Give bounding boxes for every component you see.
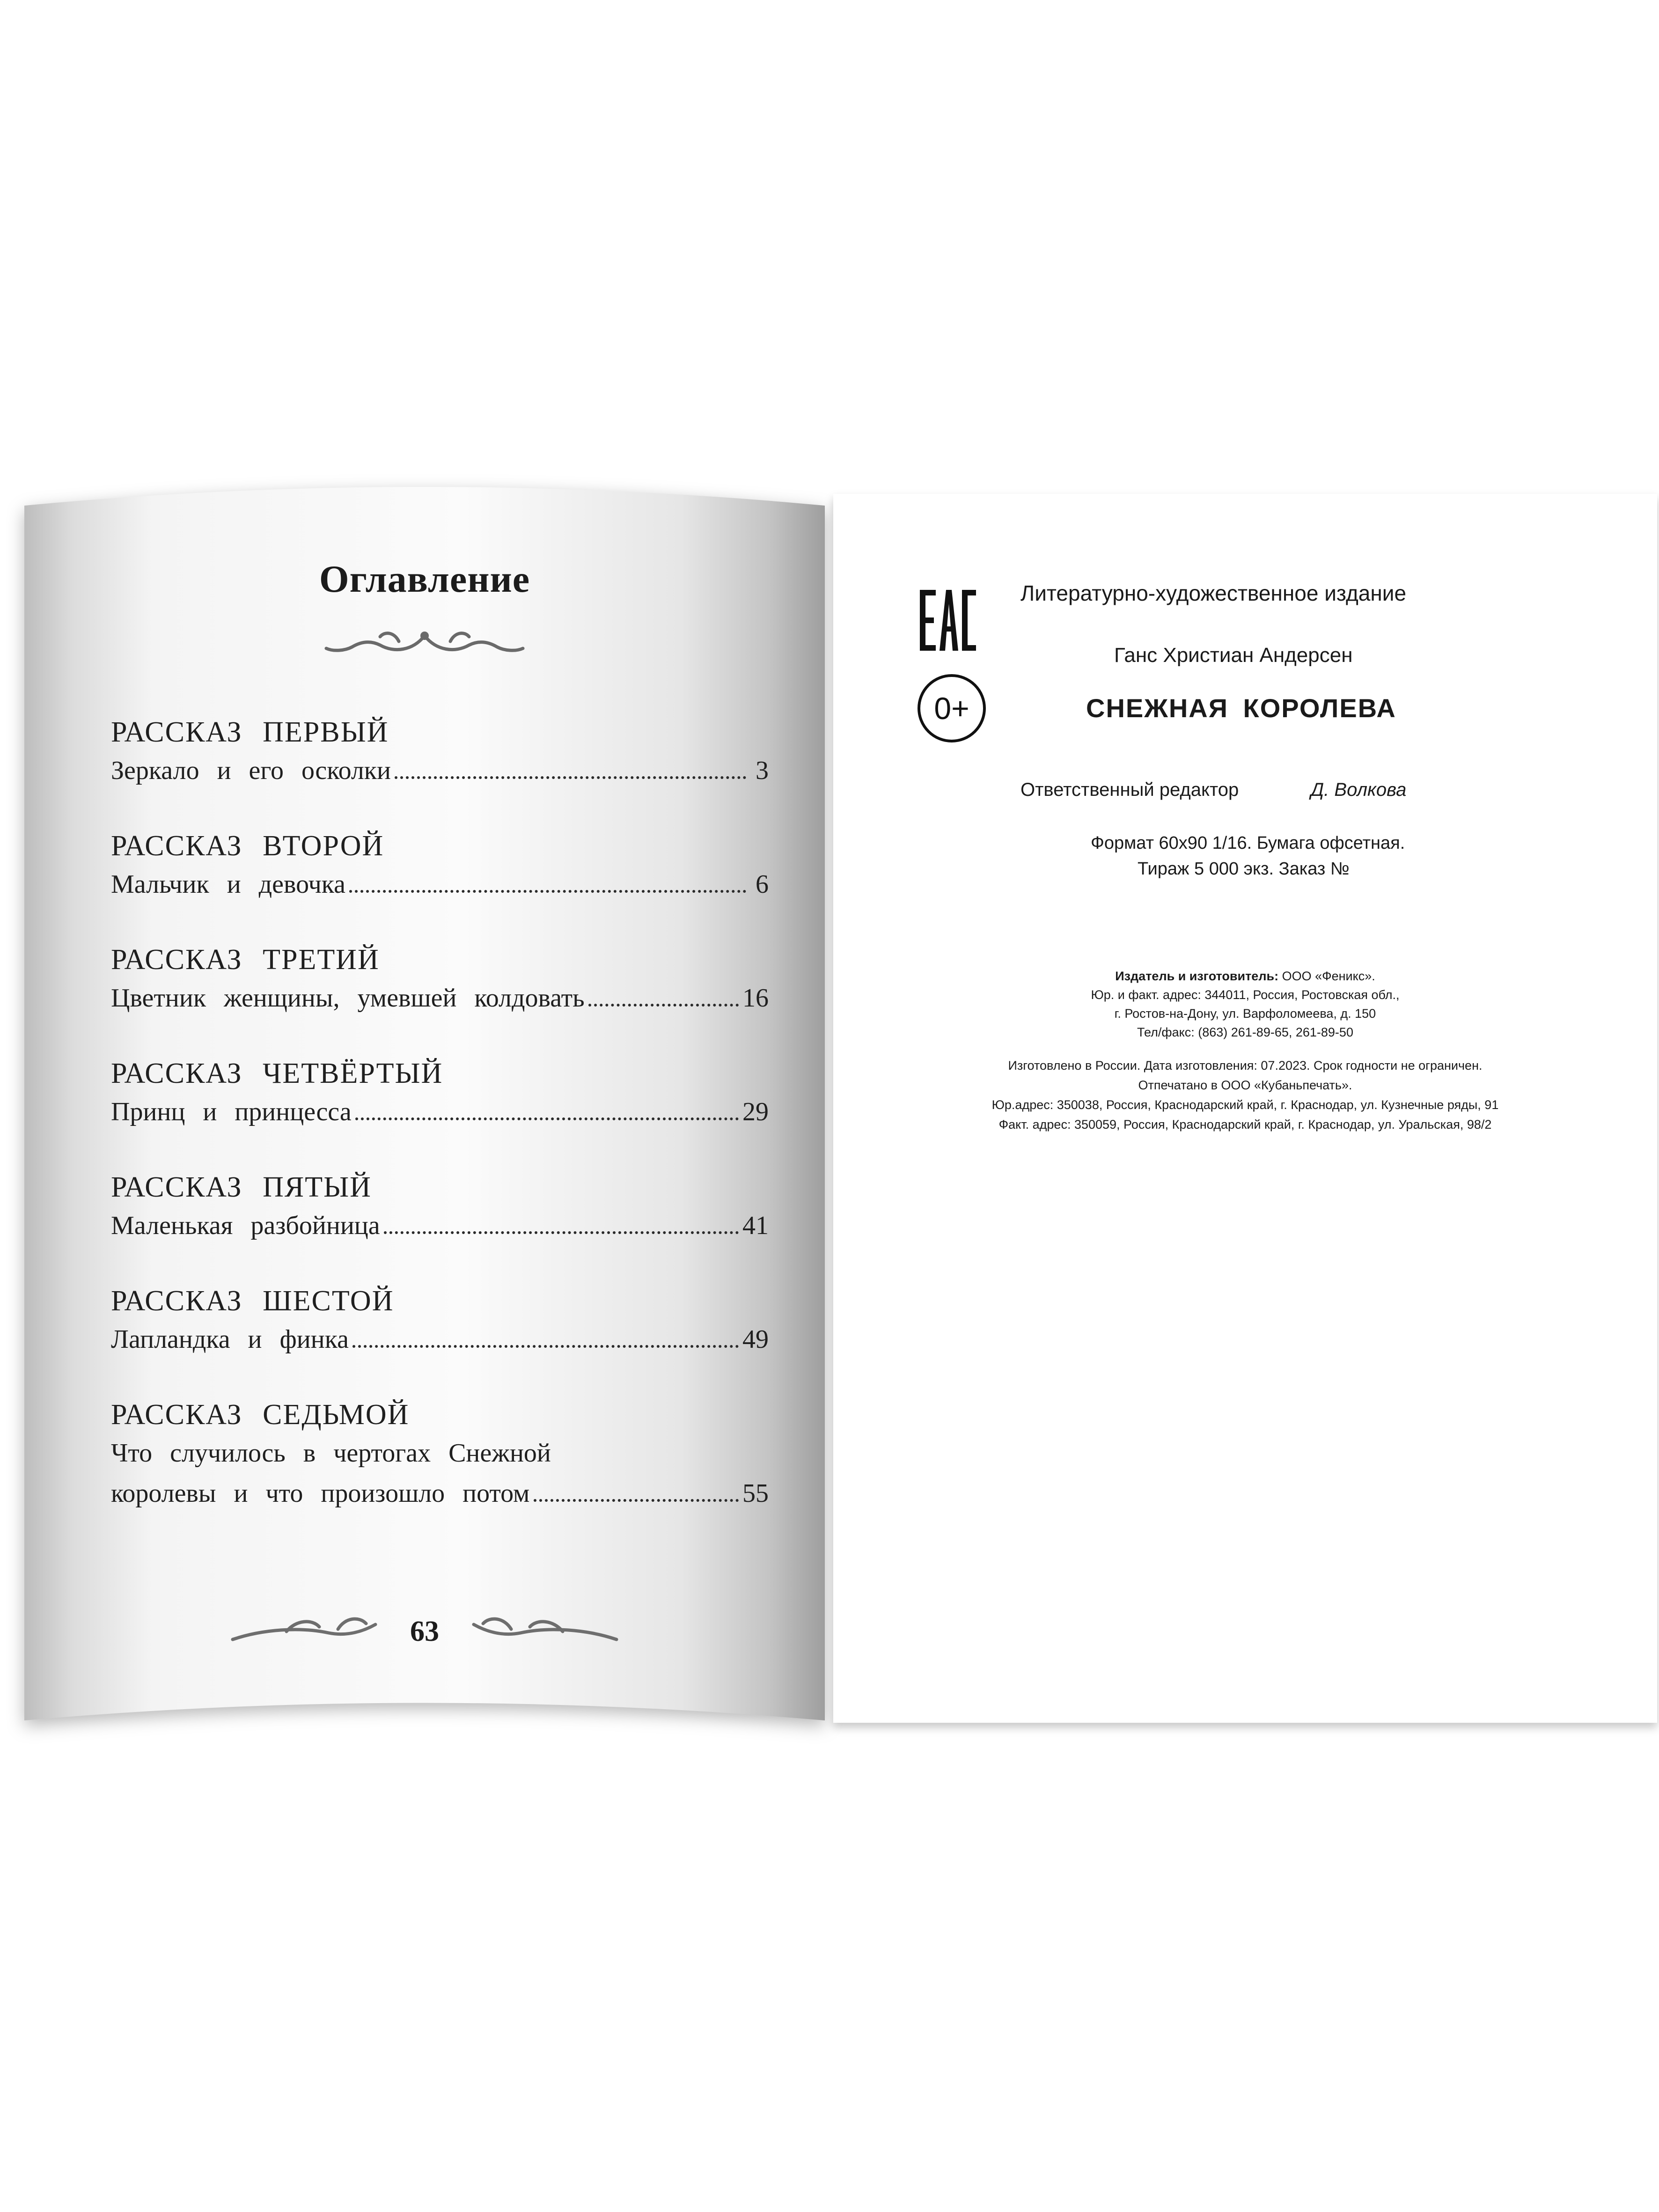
left-page-contents <box>24 487 825 1727</box>
author-name: Ганс Христиан Андерсен <box>1114 644 1353 667</box>
toc-page-number: 6 <box>756 870 769 899</box>
toc-entry <box>111 714 769 791</box>
toc-entry <box>111 828 769 904</box>
toc-entry <box>111 1055 769 1132</box>
dot-leader <box>384 1231 739 1234</box>
toc-entry <box>111 1169 769 1246</box>
toc-page-number: 16 <box>742 984 769 1013</box>
toc-line <box>111 1205 769 1246</box>
flourish-ornament-icon <box>324 627 525 660</box>
toc-item-title-line: Что случилось в чертогах Снежной <box>111 1439 551 1468</box>
dot-leader <box>588 1004 739 1007</box>
toc-item-title: Маленькая разбойница <box>111 1211 380 1240</box>
toc-item-title: королевы и что произошло потом <box>111 1479 530 1508</box>
dot-leader <box>534 1499 739 1502</box>
toc-title: Оглавление <box>319 558 530 600</box>
toc-item-title: Лапландка и финка <box>111 1325 349 1354</box>
toc-line <box>111 864 769 904</box>
toc-heading: РАССКАЗ ВТОРОЙ <box>111 830 384 862</box>
format-info: Формат 60х90 1/16. Бумага офсетная. <box>1091 833 1405 853</box>
toc-item-title: Цветник женщины, умевшей колдовать <box>111 984 585 1013</box>
publisher-address-line: г. Ростов-на-Дону, ул. Варфоломеева, д. 150 <box>1114 1007 1376 1021</box>
toc-entry <box>111 1396 769 1514</box>
dot-leader <box>352 1345 739 1348</box>
age-rating-badge: 0+ <box>918 674 986 742</box>
edition-type: Литературно-художественное издание <box>1020 581 1407 605</box>
toc-page-number: 3 <box>756 756 769 785</box>
toc-heading: РАССКАЗ ПЕРВЫЙ <box>111 716 389 748</box>
toc-page-number: 49 <box>742 1325 769 1354</box>
toc-line <box>111 1473 769 1514</box>
publisher-phone: Тел/факс: (863) 261-89-65, 261-89-50 <box>1137 1025 1353 1039</box>
toc-line <box>111 1319 769 1360</box>
book-title: СНЕЖНАЯ КОРОЛЕВА <box>1086 693 1396 723</box>
editor-label: Ответственный редактор <box>1020 779 1239 800</box>
toc-heading: РАССКАЗ ЧЕТВЁРТЫЙ <box>111 1058 443 1089</box>
editor-name: Д. Волкова <box>1311 779 1407 800</box>
printer-actual-address: Факт. адрес: 350059, Россия, Краснодарский край, г. Краснодар, ул. Уральская, 98/2 <box>998 1117 1492 1132</box>
toc-heading: РАССКАЗ ШЕСТОЙ <box>111 1285 394 1317</box>
printer-legal-address: Юр.адрес: 350038, Россия, Краснодарский край, г. Краснодар, ул. Кузнечные ряды, 91 <box>991 1098 1499 1112</box>
dot-leader <box>355 1117 739 1120</box>
right-page-imprint <box>833 494 1657 1723</box>
publisher-name: ООО «Феникс». <box>1278 969 1375 983</box>
production-block <box>927 1056 1564 1134</box>
dot-leader <box>349 890 746 893</box>
publisher-line <box>974 967 1517 985</box>
toc-entry <box>111 941 769 1018</box>
publisher-block <box>974 967 1517 1042</box>
toc-entry <box>111 1283 769 1360</box>
toc-page-number: 29 <box>742 1097 769 1126</box>
page-number: 63 <box>410 1616 439 1647</box>
publisher-label: Издатель и изготовитель: <box>1115 969 1279 983</box>
print-run-info: Тираж 5 000 экз. Заказ № <box>1138 859 1350 879</box>
dot-leader <box>395 776 746 779</box>
toc-heading: РАССКАЗ СЕДЬМОЙ <box>111 1399 410 1431</box>
toc-item-title: Мальчик и девочка <box>111 870 346 899</box>
toc-line <box>111 750 769 791</box>
toc-line <box>111 1092 769 1132</box>
toc-heading: РАССКАЗ ПЯТЫЙ <box>111 1171 372 1203</box>
eac-certification-mark-icon <box>920 590 976 651</box>
toc-page-number: 55 <box>742 1479 769 1508</box>
toc-item-title: Принц и принцесса <box>111 1097 352 1126</box>
toc-line <box>111 978 769 1018</box>
toc-heading: РАССКАЗ ТРЕТИЙ <box>111 944 380 976</box>
printer-name: Отпечатано в ООО «Кубаньпечать». <box>1138 1078 1352 1092</box>
publisher-address-line: Юр. и факт. адрес: 344011, Россия, Ростовская обл., <box>1091 988 1400 1002</box>
toc-page-number: 41 <box>742 1211 769 1240</box>
manufacture-info: Изготовлено в России. Дата изготовления: 07.2023. Срок годности не ограничен. <box>1008 1058 1483 1073</box>
toc-item-title: Зеркало и его осколки <box>111 756 391 785</box>
